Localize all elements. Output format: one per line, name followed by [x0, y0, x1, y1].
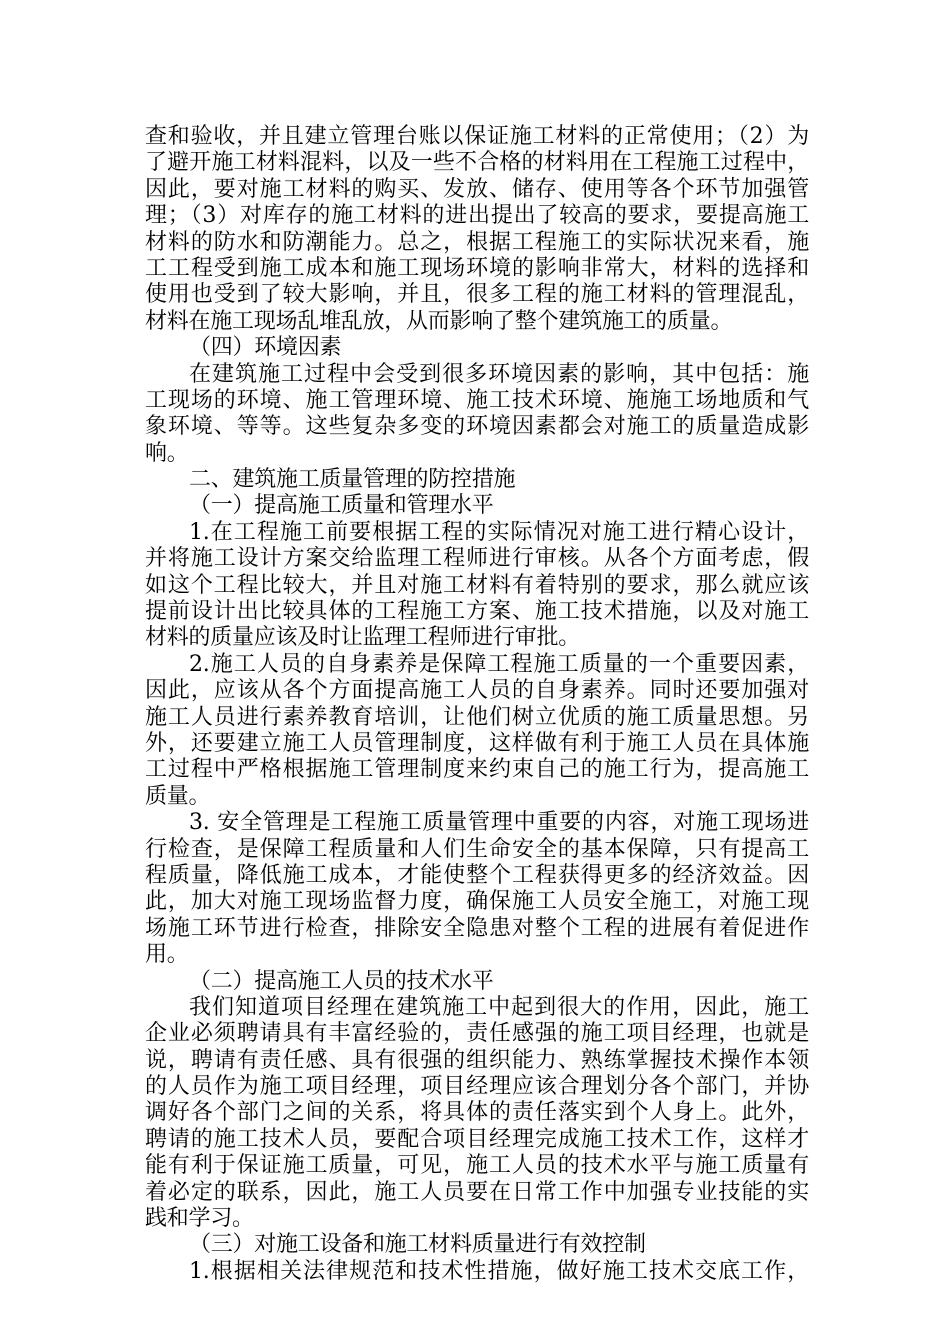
text-line: 工现场的环境、施工管理环境、施工技术环境、施施工场地质和气 — [145, 387, 809, 413]
text-line: 1.在工程施工前要根据工程的实际情况对施工进行精心设计， — [189, 519, 809, 545]
text-line: 象环境、等等。这些复杂多变的环境因素都会对施工的质量造成影 — [145, 414, 809, 440]
paragraph-project-manager — [145, 995, 809, 1233]
text-line: 材料的防水和防潮能力。总之，根据工程施工的实际状况来看，施 — [145, 229, 809, 255]
section-heading-equipment-materials: （三）对施工设备和施工材料质量进行有效控制 — [189, 1232, 646, 1258]
text-line: 使用也受到了较大影响，并且，很多工程的施工材料的管理混乱， — [145, 282, 809, 308]
text-line: 查和验收，并且建立管理台账以保证施工材料的正常使用；（2）为 — [145, 124, 809, 149]
text-line: 程质量，降低施工成本，才能使整个工程获得更多的经济效益。因 — [145, 862, 809, 888]
text-line: 施工人员进行素养教育培训，让他们树立优质的施工质量思想。另 — [145, 704, 809, 730]
text-line: 说，聘请有责任感、具有很强的组织能力、熟练掌握技术操作本领 — [145, 1047, 809, 1073]
text-line: 因此，要对施工材料的购买、发放、储存、使用等各个环节加强管 — [145, 176, 809, 202]
text-line: 并将施工设计方案交给监理工程师进行审核。从各个方面考虑，假 — [145, 546, 809, 572]
text-line: 材料的质量应该及时让监理工程师进行审批。 — [145, 625, 581, 651]
text-line: 工工程受到施工成本和施工现场环境的影响非常大，材料的选择和 — [145, 255, 809, 281]
text-line: 外，还要建立施工人员管理制度，这样做有利于施工人员在具体施 — [145, 730, 809, 756]
section-heading-environment: （四）环境因素 — [189, 335, 342, 361]
text-line: 理；（3）对库存的施工材料的进出提出了较高的要求，要提高施工 — [145, 203, 809, 229]
text-line: 在建筑施工过程中会受到很多环境因素的影响，其中包括：施 — [189, 361, 809, 387]
text-line: 提前设计出比较具体的工程施工方案、施工技术措施，以及对施工 — [145, 599, 809, 625]
text-line: 质量。 — [145, 783, 211, 809]
text-line: 3. 安全管理是工程施工质量管理中重要的内容，对施工现场进 — [189, 810, 809, 836]
section-heading-technical-level: （二）提高施工人员的技术水平 — [189, 968, 494, 994]
paragraph-item-1-design — [145, 520, 809, 652]
text-line: 2.施工人员的自身素养是保障工程施工质量的一个重要因素， — [189, 651, 809, 677]
chapter-heading-prevention-measures: 二、建筑施工质量管理的防控措施 — [189, 467, 516, 493]
paragraph-item-2-personnel — [145, 652, 809, 810]
text-line: 如这个工程比较大，并且对施工材料有着特别的要求，那么就应该 — [145, 572, 809, 598]
text-line: 我们知道项目经理在建筑施工中起到很大的作用，因此，施工 — [189, 994, 809, 1020]
document-page — [145, 124, 809, 1285]
text-line: 此，加大对施工现场监督力度，确保施工人员安全施工，对施工现 — [145, 889, 809, 915]
text-line: 企业必须聘请具有丰富经验的，责任感强的施工项目经理，也就是 — [145, 1021, 809, 1047]
text-line: 调好各个部门之间的关系，将具体的责任落实到个人身上。此外， — [145, 1100, 809, 1126]
text-line: 工过程中严格根据施工管理制度来约束自己的施工行为，提高施工 — [145, 757, 809, 783]
text-line: 材料在施工现场乱堆乱放，从而影响了整个建筑施工的质量。 — [145, 308, 733, 334]
text-line: 场施工环节进行检查，排除安全隐患对整个工程的进展有着促进作 — [145, 915, 809, 941]
text-line: 着必定的联系，因此，施工人员要在日常工作中加强专业技能的实 — [145, 1179, 809, 1205]
text-line: 用。 — [145, 942, 189, 968]
paragraph-environment — [145, 362, 809, 468]
paragraph-technical-briefing — [145, 1259, 809, 1285]
text-line: 行检查，是保障工程质量和人们生命安全的基本保障，只有提高工 — [145, 836, 809, 862]
text-line: 聘请的施工技术人员，要配合项目经理完成施工技术工作，这样才 — [145, 1126, 809, 1152]
paragraph-materials-management — [145, 124, 809, 335]
text-line: 能有利于保证施工质量，可见，施工人员的技术水平与施工质量有 — [145, 1153, 809, 1179]
text-line: 的人员作为施工项目经理，项目经理应该合理划分各个部门，并协 — [145, 1074, 809, 1100]
text-line: 1.根据相关法律规范和技术性措施，做好施工技术交底工作， — [189, 1258, 809, 1284]
text-line: 践和学习。 — [145, 1206, 254, 1232]
text-line: 了避开施工材料混料，以及一些不合格的材料用在工程施工过程中， — [145, 150, 809, 176]
section-heading-quality-level: （一）提高施工质量和管理水平 — [189, 493, 494, 519]
text-line: 响。 — [145, 440, 189, 466]
paragraph-item-3-safety — [145, 810, 809, 968]
text-line: 因此，应该从各个方面提高施工人员的自身素养。同时还要加强对 — [145, 678, 809, 704]
